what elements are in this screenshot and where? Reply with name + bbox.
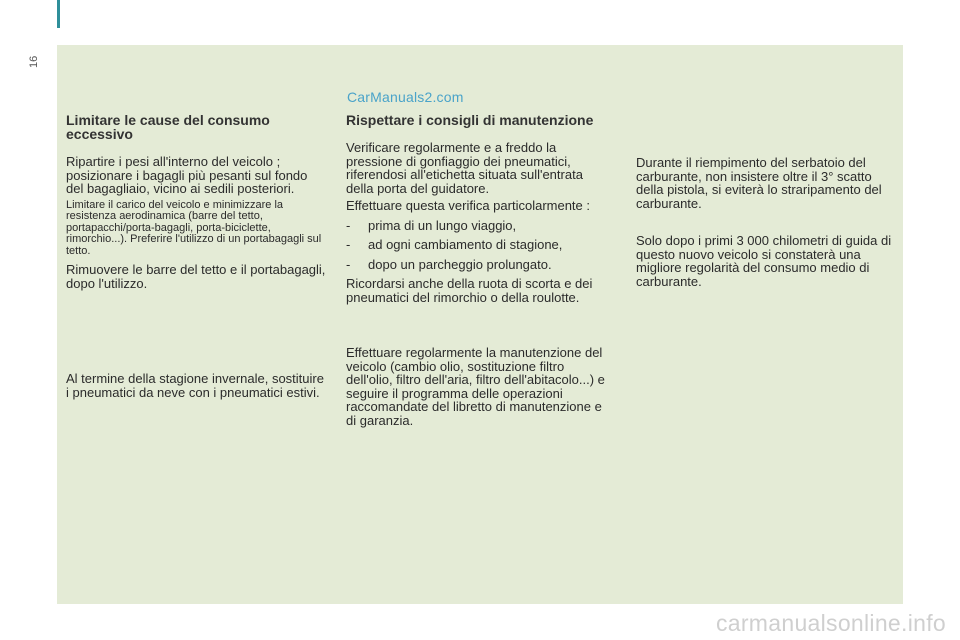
heading-consumo: Limitare le cause del consumo eccessivo [66, 112, 270, 142]
paragraph-serbatoio: Durante il riempimento del serbatoio del carburante, non insistere oltre il 3° scatto della pistola, si eviterà lo straripamento del carburante. [636, 155, 882, 211]
column-right [636, 156, 898, 288]
verifica-list [346, 219, 612, 272]
list-item: - ad ogni cambiamento di stagione, [346, 238, 612, 252]
paragraph-pesi: Ripartire i pesi all'interno del veicolo ; posizionare i bagagli più pesanti sul fondo del bagagliaio, vicino ai sedili posteriori. [66, 154, 308, 196]
column-middle [346, 113, 612, 427]
paragraph-pneumatici: Al termine della stagione invernale, sostituire i pneumatici da neve con i pneumatici estivi. [66, 371, 324, 400]
list-item: - prima di un lungo viaggio, [346, 219, 612, 233]
paragraph-pressione: Verificare regolarmente e a freddo la pressione di gonfiaggio dei pneumatici, riferendosi all'etichetta situata sull'entrata della porta del guidatore. [346, 140, 583, 196]
watermark-top: CarManuals2.com [347, 89, 464, 105]
paragraph-ruota-scorta: Ricordarsi anche della ruota di scorta e dei pneumatici del rimorchio o della roulotte. [346, 276, 593, 305]
paragraph-barre: Rimuovere le barre del tetto e il portabagagli, dopo l'utilizzo. [66, 262, 326, 291]
page-number: 16 [28, 55, 40, 68]
paragraph-chilometri: Solo dopo i primi 3 000 chilometri di guida di questo nuovo veicolo si constaterà una migliore regolarità del consumo medio di carburante. [636, 233, 892, 289]
accent-bar [57, 0, 60, 28]
column-left [66, 113, 328, 399]
paragraph-manutenzione-veicolo: Effettuare regolarmente la manutenzione del veicolo (cambio olio, sostituzione filtro dell'olio, filtro dell'aria, filtro dell'abitacolo...) e seguire il programma delle operazioni raccomandate del libretto di manutenzione e di garanzia. [346, 345, 605, 428]
watermark-bottom: carmanualsonline.info [715, 610, 946, 636]
heading-manutenzione: Rispettare i consigli di manutenzione [346, 112, 594, 128]
paragraph-carico: Limitare il carico del veicolo e minimizzare la resistenza aerodinamica (barre del tetto, portapacchi/porta-bagagli, porta-biciclette, rimorchio...). Preferire l'utilizzo di un portabagagli sul tetto. [66, 198, 322, 257]
list-item: - dopo un parcheggio prolungato. [346, 258, 612, 272]
paragraph-verifica: Effettuare questa verifica particolarmente : [346, 198, 590, 213]
